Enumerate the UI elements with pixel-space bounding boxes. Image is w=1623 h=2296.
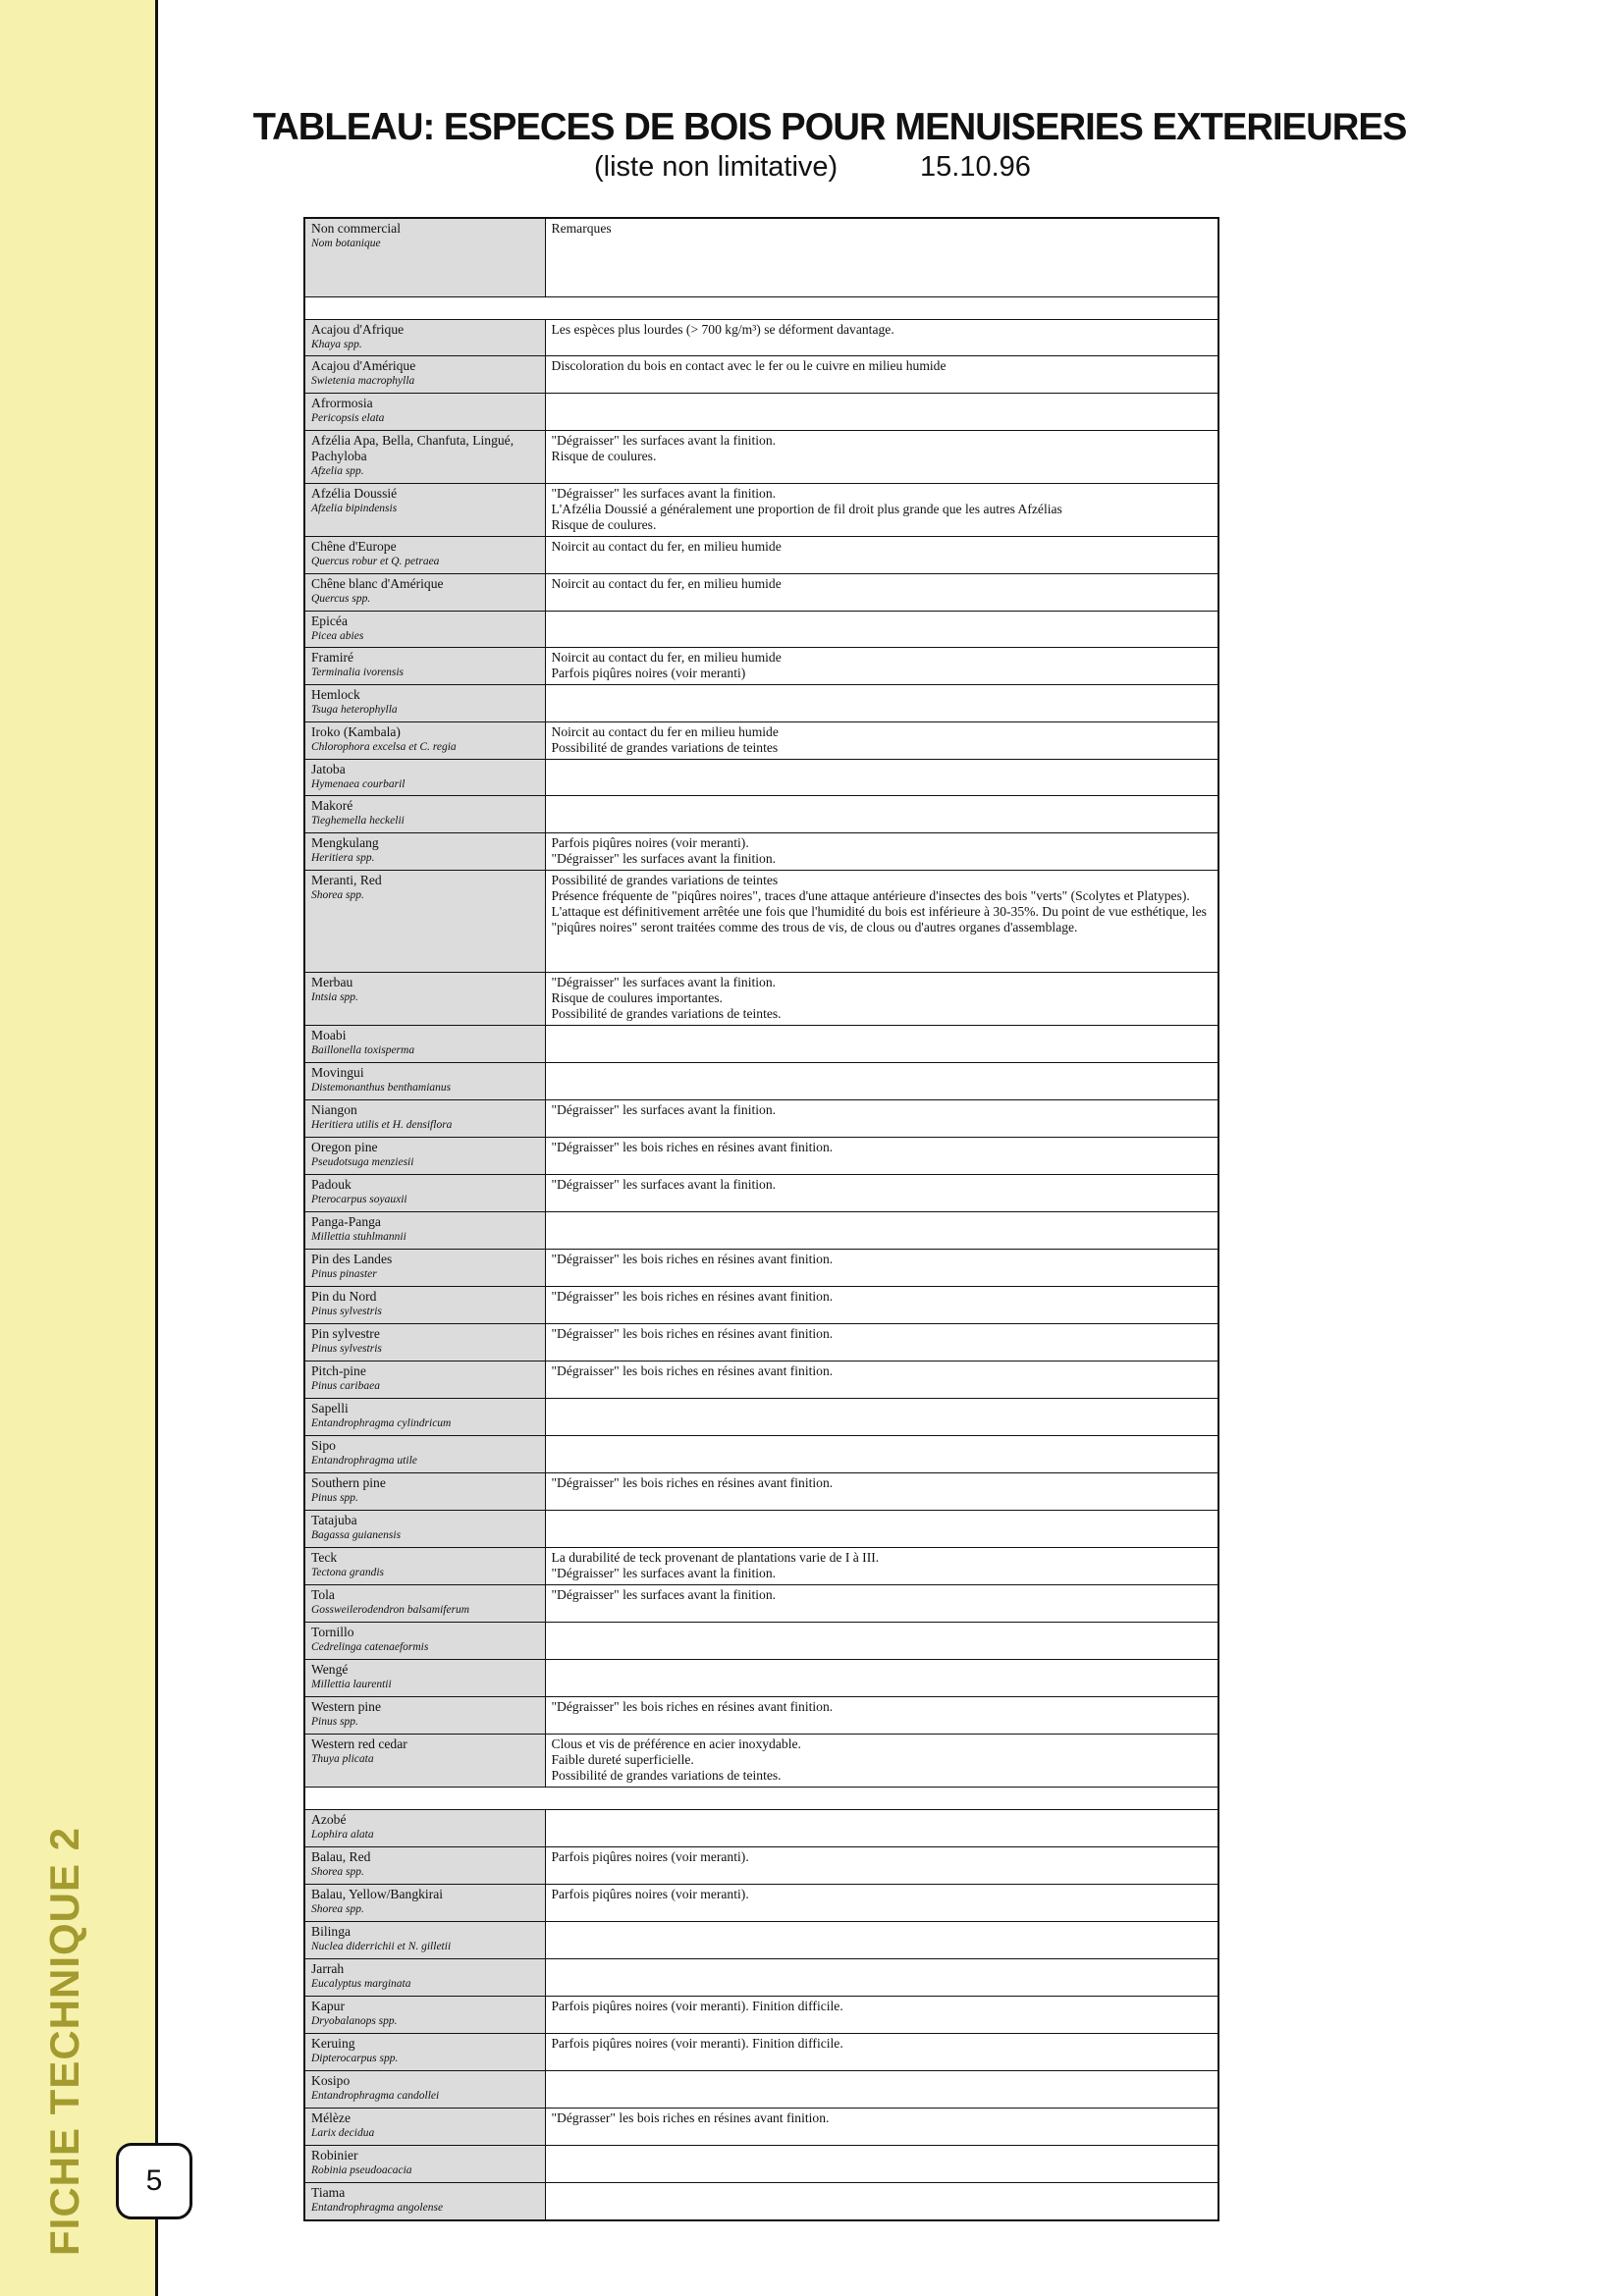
remark-cell <box>545 1585 1218 1623</box>
remark-text: "Dégraisser" les surfaces avant la finition. Risque de coulures. <box>551 433 777 463</box>
common-name: Bilinga <box>311 1924 352 1939</box>
remark-cell <box>545 484 1218 537</box>
remark-cell <box>545 1287 1218 1324</box>
table-row <box>304 1735 1218 1788</box>
remark-cell <box>545 356 1218 394</box>
table-row <box>304 1997 1218 2034</box>
header-common-name: Non commercial <box>311 221 401 236</box>
remark-cell <box>545 320 1218 356</box>
table-row <box>304 484 1218 537</box>
remark-cell <box>545 1212 1218 1250</box>
table-row <box>304 1473 1218 1511</box>
separator-row <box>304 1788 1218 1810</box>
remark-text: "Dégraisser" les surfaces avant la finition. L'Afzélia Doussié a généralement une proportion de fil droit plus grande que les autres Afzélias Risque de coulures. <box>551 486 1062 532</box>
species-name-cell <box>304 2109 545 2146</box>
species-name-cell <box>304 685 545 722</box>
species-name-cell <box>304 356 545 394</box>
sidebar-band <box>0 0 158 2296</box>
species-name-cell <box>304 1100 545 1138</box>
species-name-cell <box>304 1660 545 1697</box>
species-name-cell <box>304 1511 545 1548</box>
remark-text: Parfois piqûres noires (voir meranti). <box>551 1887 749 1901</box>
table-row <box>304 1847 1218 1885</box>
remark-cell <box>545 1885 1218 1922</box>
header-name-cell <box>304 218 545 297</box>
header-remarks-cell <box>545 218 1218 297</box>
remark-cell <box>545 796 1218 833</box>
table-row <box>304 1100 1218 1138</box>
botanical-name: Quercus spp. <box>311 593 371 605</box>
botanical-name: Pinus spp. <box>311 1492 358 1504</box>
table-row <box>304 685 1218 722</box>
table-row <box>304 431 1218 484</box>
botanical-name: Quercus robur et Q. petraea <box>311 556 440 567</box>
remark-cell <box>545 1138 1218 1175</box>
botanical-name: Entandrophragma angolense <box>311 2202 444 2214</box>
species-name-cell <box>304 760 545 796</box>
table-row <box>304 2183 1218 2220</box>
remark-text: "Dégrasser" les bois riches en résines avant finition. <box>551 2110 830 2125</box>
botanical-name: Lophira alata <box>311 1829 374 1841</box>
table-row <box>304 2146 1218 2183</box>
remark-text: Parfois piqûres noires (voir meranti). Finition difficile. <box>551 2036 843 2051</box>
remark-text: Discoloration du bois en contact avec le fer ou le cuivre en milieu humide <box>551 358 947 373</box>
remark-cell <box>545 574 1218 612</box>
wood-species-table <box>303 217 1219 2221</box>
common-name: Pitch-pine <box>311 1363 366 1378</box>
species-name-cell <box>304 2034 545 2071</box>
remark-text: "Dégraisser" les bois riches en résines avant finition. <box>551 1363 834 1378</box>
species-name-cell <box>304 1847 545 1885</box>
botanical-name: Terminalia ivorensis <box>311 667 405 678</box>
table-row <box>304 1324 1218 1362</box>
header-botanical-name: Nom botanique <box>311 238 381 249</box>
remark-text: "Dégraisser" les surfaces avant la finition. Risque de coulures importantes. Possibilité de grandes variations de teintes. <box>551 975 782 1021</box>
remark-cell <box>545 1922 1218 1959</box>
table-row <box>304 1585 1218 1623</box>
remark-cell <box>545 2034 1218 2071</box>
page-title: TABLEAU: ESPECES DE BOIS POUR MENUISERIES EXTERIEURES <box>252 106 1407 148</box>
remark-cell <box>545 1959 1218 1997</box>
common-name: Western red cedar <box>311 1736 407 1751</box>
remark-cell <box>545 537 1218 574</box>
botanical-name: Tsuga heterophylla <box>311 704 398 716</box>
botanical-name: Pinus pinaster <box>311 1268 377 1280</box>
botanical-name: Larix decidua <box>311 2127 375 2139</box>
remark-cell <box>545 1175 1218 1212</box>
species-name-cell <box>304 2146 545 2183</box>
common-name: Balau, Yellow/Bangkirai <box>311 1887 444 1901</box>
remark-cell <box>545 1250 1218 1287</box>
botanical-name: Afzelia bipindensis <box>311 503 398 514</box>
remark-cell <box>545 1735 1218 1788</box>
remark-cell <box>545 394 1218 431</box>
remark-text: Parfois piqûres noires (voir meranti). <box>551 1849 749 1864</box>
remark-text: "Dégraisser" les bois riches en résines avant finition. <box>551 1289 834 1304</box>
common-name: Framiré <box>311 650 354 665</box>
table-row <box>304 1436 1218 1473</box>
species-name-cell <box>304 1026 545 1063</box>
botanical-name: Millettia stuhlmannii <box>311 1231 406 1243</box>
botanical-name: Entandrophragma cylindricum <box>311 1417 452 1429</box>
botanical-name: Cedrelinga catenaeformis <box>311 1641 429 1653</box>
table-row <box>304 1922 1218 1959</box>
separator-cell <box>304 297 1218 320</box>
botanical-name: Bagassa guianensis <box>311 1529 402 1541</box>
remark-text: "Dégraisser" les bois riches en résines avant finition. <box>551 1326 834 1341</box>
common-name: Padouk <box>311 1177 352 1192</box>
common-name: Tiama <box>311 2185 346 2200</box>
species-name-cell <box>304 833 545 871</box>
common-name: Pin du Nord <box>311 1289 377 1304</box>
table-row <box>304 2071 1218 2109</box>
species-name-cell <box>304 973 545 1026</box>
remark-text: Noircit au contact du fer, en milieu humide Parfois piqûres noires (voir meranti) <box>551 650 782 680</box>
common-name: Movingui <box>311 1065 364 1080</box>
remark-text: Parfois piqûres noires (voir meranti). Finition difficile. <box>551 1999 843 2013</box>
table-row <box>304 1287 1218 1324</box>
common-name: Merbau <box>311 975 353 989</box>
botanical-name: Hymenaea courbaril <box>311 778 406 790</box>
remark-text: Noircit au contact du fer en milieu humide Possibilité de grandes variations de teintes <box>551 724 779 755</box>
species-name-cell <box>304 1697 545 1735</box>
species-name-cell <box>304 1436 545 1473</box>
botanical-name: Heritiera spp. <box>311 852 375 864</box>
botanical-name: Nuclea diderrichii et N. gilletii <box>311 1941 452 1952</box>
species-name-cell <box>304 796 545 833</box>
botanical-name: Distemonanthus benthamianus <box>311 1082 452 1094</box>
botanical-name: Tectona grandis <box>311 1567 385 1578</box>
table-row <box>304 2109 1218 2146</box>
table-row <box>304 1959 1218 1997</box>
remark-cell <box>545 612 1218 648</box>
species-name-cell <box>304 1250 545 1287</box>
common-name: Sapelli <box>311 1401 349 1415</box>
botanical-name: Dryobalanops spp. <box>311 2015 398 2027</box>
botanical-name: Entandrophragma candollei <box>311 2090 440 2102</box>
remark-cell <box>545 1660 1218 1697</box>
common-name: Afzélia Doussié <box>311 486 398 501</box>
common-name: Epicéa <box>311 614 348 628</box>
remark-text: "Dégraisser" les surfaces avant la finition. <box>551 1177 777 1192</box>
botanical-name: Heritiera utilis et H. densiflora <box>311 1119 453 1131</box>
remark-cell <box>545 685 1218 722</box>
botanical-name: Shorea spp. <box>311 889 364 901</box>
subtitle-date: 15.10.96 <box>920 151 1031 183</box>
table-row <box>304 574 1218 612</box>
botanical-name: Pinus caribaea <box>311 1380 380 1392</box>
table-row <box>304 871 1218 973</box>
table-row <box>304 1138 1218 1175</box>
species-name-cell <box>304 1922 545 1959</box>
remark-cell <box>545 1063 1218 1100</box>
botanical-name: Millettia laurentii <box>311 1679 392 1690</box>
remark-cell <box>545 431 1218 484</box>
common-name: Tornillo <box>311 1625 354 1639</box>
botanical-name: Thuya plicata <box>311 1753 374 1765</box>
header-remarks: Remarques <box>551 221 612 236</box>
remark-cell <box>545 1847 1218 1885</box>
common-name: Chêne d'Europe <box>311 539 397 554</box>
common-name: Wengé <box>311 1662 349 1677</box>
common-name: Jatoba <box>311 762 346 776</box>
common-name: Moabi <box>311 1028 347 1042</box>
botanical-name: Intsia spp. <box>311 991 358 1003</box>
remark-cell <box>545 2071 1218 2109</box>
botanical-name: Pericopsis elata <box>311 412 385 424</box>
species-name-cell <box>304 1399 545 1436</box>
species-name-cell <box>304 722 545 760</box>
remark-cell <box>545 722 1218 760</box>
table-row <box>304 1885 1218 1922</box>
common-name: Pin sylvestre <box>311 1326 380 1341</box>
table-row <box>304 648 1218 685</box>
remark-cell <box>545 648 1218 685</box>
common-name: Keruing <box>311 2036 355 2051</box>
sidebar-label: FICHE TECHNIQUE 2 <box>41 1826 87 2256</box>
species-name-cell <box>304 1212 545 1250</box>
remark-cell <box>545 1026 1218 1063</box>
species-name-cell <box>304 1063 545 1100</box>
table-row <box>304 1399 1218 1436</box>
common-name: Western pine <box>311 1699 382 1714</box>
common-name: Iroko (Kambala) <box>311 724 401 739</box>
botanical-name: Khaya spp. <box>311 339 362 350</box>
common-name: Oregon pine <box>311 1140 378 1154</box>
common-name: Afrormosia <box>311 396 373 410</box>
remark-text: Clous et vis de préférence en acier inoxydable. Faible dureté superficielle. Possibilité de grandes variations de teintes. <box>551 1736 801 1783</box>
remark-text: "Dégraisser" les bois riches en résines avant finition. <box>551 1140 834 1154</box>
remark-text: "Dégraisser" les surfaces avant la finition. <box>551 1102 777 1117</box>
remark-cell <box>545 1697 1218 1735</box>
common-name: Afzélia Apa, Bella, Chanfuta, Lingué, Pachyloba <box>311 433 514 463</box>
table-row <box>304 612 1218 648</box>
common-name: Acajou d'Afrique <box>311 322 405 337</box>
table-row <box>304 1511 1218 1548</box>
table-row <box>304 1548 1218 1585</box>
common-name: Chêne blanc d'Amérique <box>311 576 444 591</box>
species-name-cell <box>304 1735 545 1788</box>
common-name: Kapur <box>311 1999 345 2013</box>
page-number: 5 <box>116 2143 192 2219</box>
botanical-name: Pinus sylvestris <box>311 1306 382 1317</box>
table-row <box>304 796 1218 833</box>
species-name-cell <box>304 2183 545 2220</box>
botanical-name: Shorea spp. <box>311 1866 364 1878</box>
table-row <box>304 356 1218 394</box>
remark-text: Parfois piqûres noires (voir meranti). "Dégraisser" les surfaces avant la finition. <box>551 835 777 866</box>
botanical-name: Robinia pseudoacacia <box>311 2164 412 2176</box>
remark-cell <box>545 1324 1218 1362</box>
common-name: Robinier <box>311 2148 358 2163</box>
species-name-cell <box>304 1287 545 1324</box>
remark-cell <box>545 1473 1218 1511</box>
common-name: Sipo <box>311 1438 336 1453</box>
table-row <box>304 1697 1218 1735</box>
species-name-cell <box>304 1362 545 1399</box>
remark-cell <box>545 2109 1218 2146</box>
botanical-name: Gossweilerodendron balsamiferum <box>311 1604 470 1616</box>
common-name: Mélèze <box>311 2110 351 2125</box>
common-name: Panga-Panga <box>311 1214 381 1229</box>
remark-text: Noircit au contact du fer, en milieu humide <box>551 539 782 554</box>
common-name: Kosipo <box>311 2073 351 2088</box>
common-name: Meranti, Red <box>311 873 382 887</box>
remark-cell <box>545 1548 1218 1585</box>
common-name: Jarrah <box>311 1961 345 1976</box>
common-name: Azobé <box>311 1812 347 1827</box>
common-name: Teck <box>311 1550 338 1565</box>
common-name: Acajou d'Amérique <box>311 358 416 373</box>
species-name-cell <box>304 1997 545 2034</box>
species-name-cell <box>304 2071 545 2109</box>
remark-cell <box>545 1399 1218 1436</box>
botanical-name: Swietenia macrophylla <box>311 375 415 387</box>
common-name: Pin des Landes <box>311 1252 393 1266</box>
table-row <box>304 320 1218 356</box>
table-row <box>304 1026 1218 1063</box>
species-name-cell <box>304 1810 545 1847</box>
separator-cell <box>304 1788 1218 1810</box>
common-name: Balau, Red <box>311 1849 371 1864</box>
botanical-name: Pseudotsuga menziesii <box>311 1156 414 1168</box>
species-name-cell <box>304 394 545 431</box>
species-name-cell <box>304 320 545 356</box>
remark-cell <box>545 871 1218 973</box>
botanical-name: Pterocarpus soyauxii <box>311 1194 407 1205</box>
botanical-name: Tieghemella heckelii <box>311 815 405 827</box>
table-body <box>304 218 1218 2220</box>
subtitle-note: (liste non limitative) <box>594 151 839 183</box>
remark-cell <box>545 1623 1218 1660</box>
species-name-cell <box>304 1623 545 1660</box>
species-name-cell <box>304 484 545 537</box>
remark-cell <box>545 760 1218 796</box>
species-name-cell <box>304 1885 545 1922</box>
remark-cell <box>545 2183 1218 2220</box>
species-name-cell <box>304 612 545 648</box>
botanical-name: Dipterocarpus spp. <box>311 2053 399 2064</box>
table-row <box>304 394 1218 431</box>
remark-cell <box>545 1810 1218 1847</box>
botanical-name: Afzelia spp. <box>311 465 364 477</box>
remark-text: "Dégraisser" les bois riches en résines avant finition. <box>551 1699 834 1714</box>
remark-cell <box>545 833 1218 871</box>
table-row <box>304 1362 1218 1399</box>
species-name-cell <box>304 1585 545 1623</box>
botanical-name: Picea abies <box>311 630 364 642</box>
separator-row <box>304 297 1218 320</box>
species-name-cell <box>304 1473 545 1511</box>
table-row <box>304 1175 1218 1212</box>
table-row <box>304 1212 1218 1250</box>
common-name: Mengkulang <box>311 835 379 850</box>
remark-text: "Dégraisser" les surfaces avant la finition. <box>551 1587 777 1602</box>
species-name-cell <box>304 574 545 612</box>
table-row <box>304 973 1218 1026</box>
common-name: Niangon <box>311 1102 357 1117</box>
table-header-row <box>304 218 1218 297</box>
botanical-name: Pinus spp. <box>311 1716 358 1728</box>
remark-cell <box>545 1511 1218 1548</box>
remark-cell <box>545 2146 1218 2183</box>
table-row <box>304 1623 1218 1660</box>
common-name: Tatajuba <box>311 1513 357 1527</box>
table-row <box>304 833 1218 871</box>
remark-text: "Dégraisser" les bois riches en résines avant finition. <box>551 1475 834 1490</box>
remark-text: Noircit au contact du fer, en milieu humide <box>551 576 782 591</box>
botanical-name: Eucalyptus marginata <box>311 1978 411 1990</box>
species-name-cell <box>304 1175 545 1212</box>
remark-text: Les espèces plus lourdes (> 700 kg/m³) se déforment davantage. <box>551 322 894 337</box>
botanical-name: Chlorophora excelsa et C. regia <box>311 741 457 753</box>
common-name: Tola <box>311 1587 335 1602</box>
species-name-cell <box>304 871 545 973</box>
common-name: Hemlock <box>311 687 360 702</box>
species-name-cell <box>304 1138 545 1175</box>
remark-cell <box>545 1100 1218 1138</box>
species-name-cell <box>304 537 545 574</box>
table-row <box>304 1810 1218 1847</box>
botanical-name: Pinus sylvestris <box>311 1343 382 1355</box>
remark-text: Possibilité de grandes variations de teintes Présence fréquente de "piqûres noires", traces d'une attaque antérieure d'insectes des bois "verts" (Scolytes et Platypes). L'attaque est définitivement arrêtée une fois que l'humidité du bois est inférieure à 30-35%. Du point de vue esthétique, les "piqûres noires" seront traitées comme des trous de vis, de clous ou d'autres organes d'assemblage. <box>551 873 1207 934</box>
common-name: Southern pine <box>311 1475 386 1490</box>
table-row <box>304 2034 1218 2071</box>
botanical-name: Entandrophragma utile <box>311 1455 417 1467</box>
remark-text: La durabilité de teck provenant de plantations varie de I à III. "Dégraisser" les surfaces avant la finition. <box>551 1550 880 1580</box>
species-name-cell <box>304 1548 545 1585</box>
table-row <box>304 537 1218 574</box>
table-row <box>304 1250 1218 1287</box>
remark-cell <box>545 973 1218 1026</box>
common-name: Makoré <box>311 798 353 813</box>
remark-cell <box>545 1362 1218 1399</box>
remark-cell <box>545 1997 1218 2034</box>
species-name-cell <box>304 1324 545 1362</box>
species-name-cell <box>304 648 545 685</box>
table-row <box>304 1660 1218 1697</box>
table-row <box>304 1063 1218 1100</box>
table-row <box>304 760 1218 796</box>
remark-cell <box>545 1436 1218 1473</box>
botanical-name: Baillonella toxisperma <box>311 1044 415 1056</box>
remark-text: "Dégraisser" les bois riches en résines avant finition. <box>551 1252 834 1266</box>
species-name-cell <box>304 431 545 484</box>
table-row <box>304 722 1218 760</box>
botanical-name: Shorea spp. <box>311 1903 364 1915</box>
species-name-cell <box>304 1959 545 1997</box>
